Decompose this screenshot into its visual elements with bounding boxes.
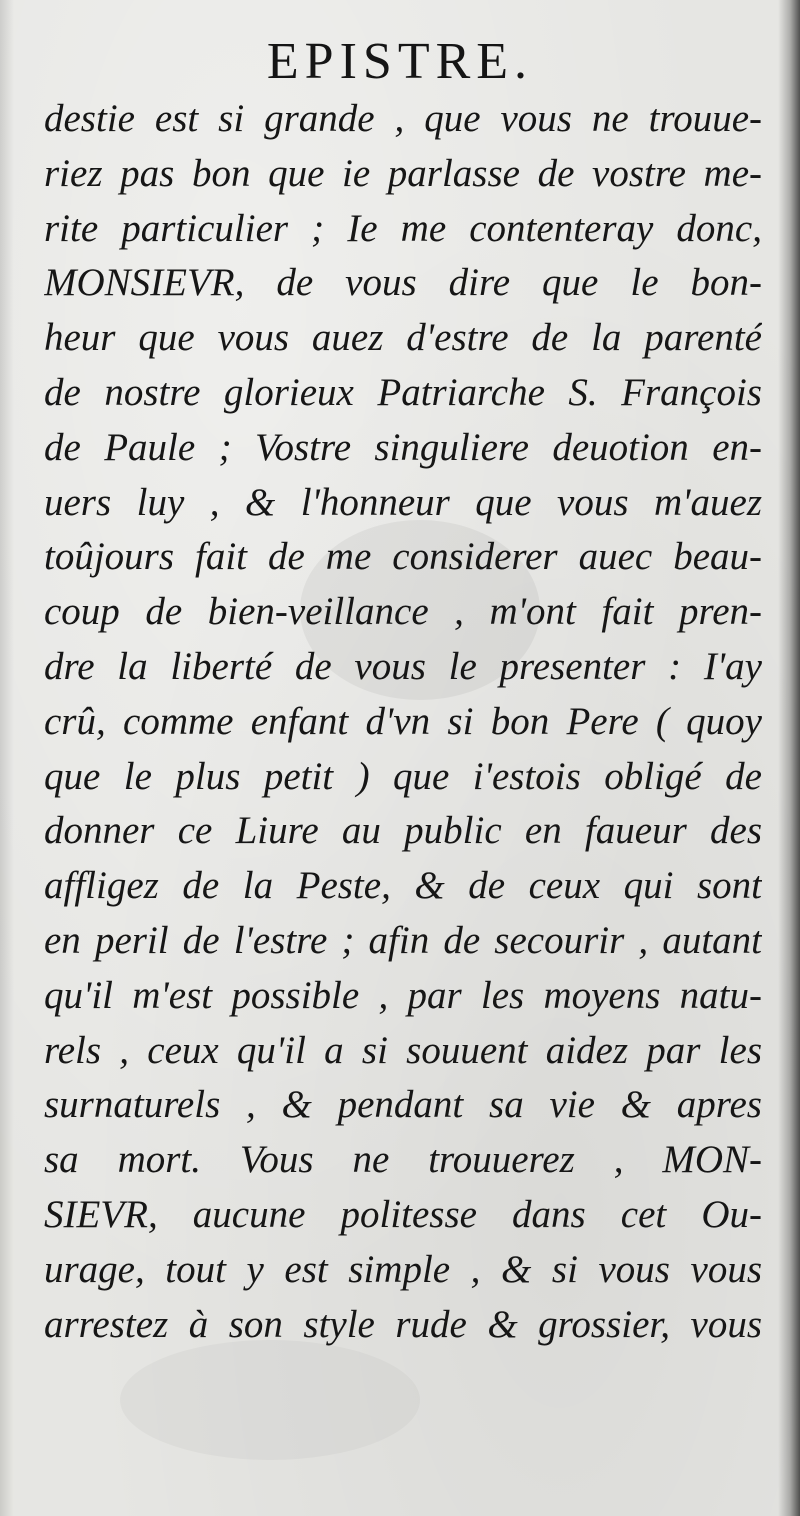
text-line: riez pas bon que ie parlasse de vostre me-: [44, 151, 762, 195]
text-line: crû, comme enfant d'vn si bon Pere ( quoy: [44, 699, 762, 743]
text-line: toûjours fait de me considerer auec beau-: [44, 535, 762, 579]
text-line: de Paule ; Vostre singuliere deuotion en-: [44, 425, 762, 469]
text-line: dre la liberté de vous le presenter : I'ay: [44, 644, 762, 688]
text-line: donner ce Liure au public en faueur des: [44, 809, 762, 853]
text-line: rite particulier ; Ie me contenteray donc,: [44, 206, 762, 250]
text-line: qu'il m'est possible , par les moyens natu-: [44, 973, 762, 1017]
text-line: urage, tout y est simple , & si vous vous: [44, 1247, 762, 1291]
text-line: de nostre glorieux Patriarche S. François: [44, 370, 762, 414]
text-line: rels , ceux qu'il a si souuent aidez par les: [44, 1028, 762, 1072]
text-line: en peril de l'estre ; afin de secourir , autant: [44, 918, 762, 962]
text-line: sa mort. Vous ne trouuerez , MON-: [44, 1138, 762, 1182]
text-line: destie est si grande , que vous ne trouue-: [44, 97, 762, 140]
text-line: coup de bien-veillance , m'ont fait pren-: [44, 590, 762, 634]
body-text: [44, 92, 762, 1352]
page-edge-shadow: [778, 0, 800, 1516]
text-line: affligez de la Peste, & de ceux qui sont: [44, 864, 762, 908]
page-gutter-shadow: [0, 0, 14, 1516]
text-line: arrestez à son style rude & grossier, vous: [44, 1302, 762, 1346]
text-line: MONSIEVR, de vous dire que le bon-: [44, 261, 762, 305]
text-line: uers luy , & l'honneur que vous m'auez: [44, 480, 762, 524]
text-line: SIEVR, aucune politesse dans cet Ou-: [44, 1192, 762, 1236]
paper-stain: [120, 1340, 420, 1460]
text-line: que le plus petit ) que i'estois obligé de: [44, 754, 762, 798]
text-line: heur que vous auez d'estre de la parenté: [44, 316, 762, 360]
running-head: EPISTRE.: [266, 33, 534, 90]
text-line: surnaturels , & pendant sa vie & apres: [44, 1083, 762, 1127]
